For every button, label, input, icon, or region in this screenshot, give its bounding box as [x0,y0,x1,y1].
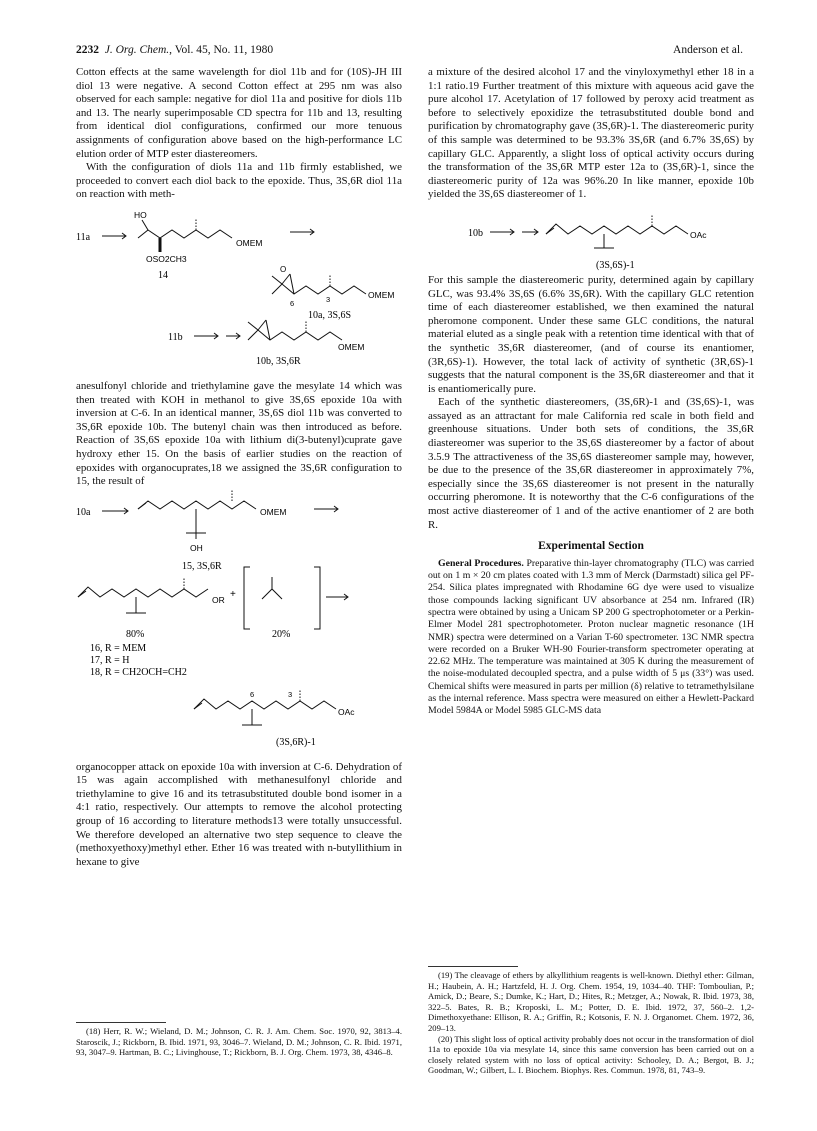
footnote-rule [428,966,518,967]
footnotes-right [428,970,754,1076]
right-column [428,66,754,718]
scheme-cuprate-addition [76,489,402,761]
or-label: OR [212,594,225,605]
left-column [76,66,402,869]
paragraph: organocopper attack on epoxide 10a with inversion at C-6. Dehydration of 15 was again accomplished with methanesulfonyl chloride and triethylamine to give 16 and its tetrasubstituted double bond isomer in a 4:1 ratio, respectively. Our attempts to remove the alcohol protecting group of 16 according to literature methods13 were totally unsuccessful. We therefore developed an alternative two step sequence to cleave the (methoxyethoxy)methyl ether. Ether 16 was treated with n-butyllithium in hexane to give [76,760,402,868]
compound-label-11a: 11a [76,231,91,243]
section-heading: Experimental Section [538,540,644,553]
footnote-20: (20) This slight loss of optical activity probably does not occur in the transformation of diol 11a to epoxide 10a via mesylate 14, since this same conversion has been carried out on a closely related system with no loss of optical activity: Schooley, D. A.; Bergot, B. J.; Goodman, W.; Gilbert, L. I. Biochem. Biophys. Res. Commun. 1978, 81, 743–9. [428,1033,754,1076]
epoxide-o-label: O [280,264,287,274]
compound-label-17: 17, R = H [90,654,130,666]
yield-20: 20% [272,628,291,640]
omem-label: OMEM [368,289,395,300]
c3-label: 3 [326,294,331,304]
plus-sign: + [230,588,236,600]
header-left [76,44,273,56]
compound-label-1: (3S,6R)-1 [276,736,316,748]
paragraph-text: Preparative thin-layer chromatography (TLC) was carried out on 1 m × 20 cm plates coated with 1.3 mm of Merck (Darmstadt) silica gel PF-254. Silica plates impregnated with Rhodamine 6G dye were used to visualize those compounds lacking significant UV absorbance at 254 nm. Infrared (IR) spectra were obtained by using a Unicam SP 200 G spectrophotometer or a Perkin-Elmer Model 281 spectrophotometer. Proton nuclear magnetic resonance (1H NMR) spectra were determined on a Varian T-60 spectrometer. 13C NMR spectra were recorded on a Bruker WH-90 Fourier-transform spectrometer operating at 22.62 MHz. The temperature was maintained at 305 K during the measurement of the noise-modulated decoupled spectra, and a pulse width of 5 μs (33°) was used. Chemical shifts were measured in parts per million (δ) relative to tetramethylsilane as the internal reference. Mass spectra were measured on either a Hewlett-Packard Model 5984A or Model 5985 GLC-MS data [428,557,754,717]
paragraph: For this sample the diastereomeric purity, determined again by capillary GLC, was 93.4% 3S,6S (6.6% 3S,6R). With the capillary GLC retention time of each diastereomer established, we then examined the natural pheromone component. Under these same GLC conditions, the natural material eluted as a single peak with a retention time identical with that of the synthetic 3S,6R diastereomer, (and of course its enantiomer, (3R,6S)-1). However, the total lack of activity of synthetic (3R,6S)-1 suggests that the natural component is the 3S,6R diastereomer and that it is enantiomerically pure. [428,273,754,395]
run-in-heading: General Procedures. [438,557,524,569]
oac-label: OAc [338,706,355,717]
c6-label: 6 [290,298,295,308]
paragraph: Cotton effects at the same wavelength for diol 11b and for (10S)-JH III diol 13 were negative. A second Cotton effect at 295 nm was also observed for each sample: negative for diol 11a and positive for diols 11b and 13. The nearly superimposable CD spectra for 11b and 13, resulting from identical diol configurations, confirmed our more tenuous assignments of configuration above based on the high-performance LC elution order of MTP ester diastereomers. [76,66,402,160]
paragraph: With the configuration of diols 11a and 11b firmly established, we proceeded to convert each diol back to the epoxide. Thus, 3S,6R diol 11a on reaction with meth- [76,161,402,201]
yield-80: 80% [126,628,145,640]
omem-label: OMEM [236,237,263,248]
header-authors: Anderson et al. [673,44,743,56]
c3-label: 3 [288,689,293,699]
footnote-text: (18) Herr, R. W.; Wieland, D. M.; Johnson, C. R. J. Am. Chem. Soc. 1970, 92, 3813–4. Staroscik, J.; Rickborn, B. Ibid. 1971, 93, 3046–7. Wieland, D. M.; Johnson, C. R. Ibid. 1971, 93, 3047–9. Hartman, B. C.; Livinghouse, T.; Rickborn, B. J. Org. Chem. 1973, 38, 4346–8. [76,1026,402,1058]
running-header [76,44,743,60]
scheme-svg [76,489,402,761]
scheme-svg [76,202,402,380]
compound-label-14: 14 [158,269,168,281]
footnote-19: (19) The cleavage of ethers by alkyllithium reagents is well-known. Diethyl ether: Gilman, H.; Haubein, A. H.; Hartzfeld, H. J. Org. Chem. 1954, 19, 1034–40. THF: Tomboulian, P.; Amick, D.; Beare, S.; Dumke, K.; Hart, D.; Hites, R.; Metzger, A.; Nowak, R. Ibid. 1973, 38, 322–5. Bates, R. B.; Kroposki, L. M.; Potter, D. E. Ibid. 1972, 37, 560–2. 1,2-Dimethoxyethane: Ellison, R. A.; Griffin, R.; Kotsonis, F. N. J. Organomet. Chem. 1972, 36, 209–13. [428,970,754,1033]
omem-label: OMEM [338,341,365,352]
scheme-10b-to-1 [428,202,754,274]
scheme-epoxide-formation [76,202,402,380]
compound-label-15: 15, 3S,6R [182,560,222,572]
compound-label-11b: 11b [168,331,183,343]
compound-label-16: 16, R = MEM [90,642,147,654]
compound-label-1: (3S,6S)-1 [596,259,635,271]
compound-label-10b: 10b [468,227,483,239]
paragraph: anesulfonyl chloride and triethylamine gave the mesylate 14 which was then treated with KOH in methanol to give 3S,6S epoxide 10a with inversion at C-6. In an identical manner, 3S,6S diol 11b was converted to 3S,6R epoxide 10b. The butenyl chain was then introduced as before. Reaction of 3S,6S epoxide 10a with lithium di(3-butenyl)cuprate gave hydroxy ether 15. On the basis of earlier studies on the reaction of epoxides with organocuprates,18 we assigned the 3S,6R configuration to 15, the result of [76,379,402,488]
paragraph: Each of the synthetic diastereomers, (3S,6R)-1 and (3S,6S)-1, was assayed as an attractant for male California red scale in both field and greenhouse situations. Under both sets of conditions, the 3S,6R diastereomer was superior to the 3S,6S diastereomer by a factor of about 3.5.9 The attractiveness of the 3S,6S diastereomer sample may, however, be due to the presence of the 3S,6R diastereomer in approximately 7%, especially since the 3S,6S diastereomer is not present in the naturally occurring pheromone. It is noteworthy that the C-6 configurations of the most active diastereomer of 1 and of the active enantiomer of 2 are both R. [428,396,754,531]
compound-label-10a: 10a [76,506,91,518]
footnote-18 [76,1026,402,1058]
ho-label: HO [134,209,147,220]
compound-label-10a: 10a, 3S,6S [308,309,352,321]
footnote-rule [76,1022,166,1023]
compound-label-10b: 10b, 3S,6R [256,355,301,367]
oac-label: OAc [690,229,707,240]
paragraph: a mixture of the desired alcohol 17 and the vinyloxymethyl ether 18 in a 1:1 ratio.19 Further treatment of this mixture with aqueous acid gave the pure alcohol 17. Acetylation of 17 followed by peroxy acid treatment as before to selectively epoxidize the tetrasubstituted double bond and purification by chromatography gave (3S,6R)-1. The diastereomeric purity of this sample was determined to be 93.3% 3S,6R (and 6.7% 3S,6S) by capillary GLC. Apparently, a slight loss of optical activity occurs during the transformation of the 3S,6R MTP ester 12a to (3S,6R)-1, since the diastereomeric purity of 12a was 96%.20 In like manner, epoxide 10b yielded the 3S,6S diastereomer of 1. [428,66,754,201]
paragraph [428,558,754,718]
compound-label-18: 18, R = CH2OCH=CH2 [90,666,187,678]
volume-info: , Vol. 45, No. 11, 1980 [169,44,274,56]
c6-label: 6 [250,689,255,699]
page-number: 2232 [76,44,99,56]
journal-name: J. Org. Chem. [104,44,170,56]
omem-label: OMEM [260,506,287,517]
scheme-svg [428,202,754,274]
oh-label: OH [190,542,203,553]
oso2-label: OSO2CH3 [146,253,187,264]
